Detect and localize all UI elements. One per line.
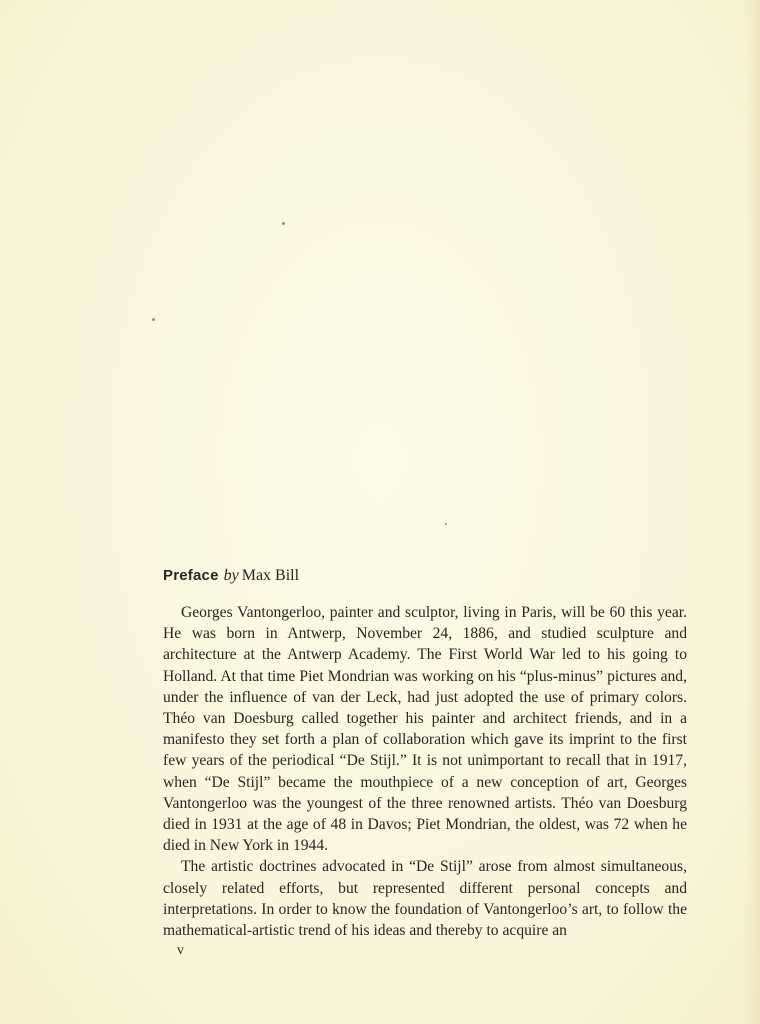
- heading-by: by: [223, 567, 239, 584]
- page-edge-shadow: [746, 0, 760, 1024]
- paper-speck: [282, 222, 285, 225]
- preface-body: [163, 602, 687, 941]
- preface-heading: [163, 565, 299, 587]
- paragraph: The artistic doctrines advocated in “De Stijl” arose from almost simultaneous, closely related efforts, but represented different personal concepts and interpretations. In order to know the foundation of Vantongerloo’s art, to follow the mathematical-artistic trend of his ideas and thereby to acquire an: [163, 858, 687, 940]
- paper-speck: [445, 523, 447, 525]
- heading-author: Max Bill: [241, 567, 300, 584]
- paper-speck: [152, 318, 155, 321]
- heading-title: Preface: [163, 567, 219, 584]
- page-number: v: [177, 943, 184, 958]
- paragraph: Georges Vantongerloo, painter and sculptor, living in Paris, will be 60 this year. He was born in Antwerp, November 24, 1886, and studied sculpture and architecture at the Antwerp Academy. The First World War led to his going to Holland. At that time Piet Mondrian was working on his “plus-minus” pictures and, under the influence of van der Leck, had just adopted the use of primary colors. Théo van Doesburg called together his painter and architect friends, and in a manifesto they set forth a plan of collaboration which gave its imprint to the first few years of the periodical “De Stijl.” It is not unimportant to recall that in 1917, when “De Stijl” became the mouthpiece of a new conception of art, Georges Vantongerloo was the youngest of the three renowned artists. Théo van Doesburg died in 1931 at the age of 48 in Davos; Piet Mondrian, the oldest, was 72 when he died in New York in 1944.: [163, 604, 687, 855]
